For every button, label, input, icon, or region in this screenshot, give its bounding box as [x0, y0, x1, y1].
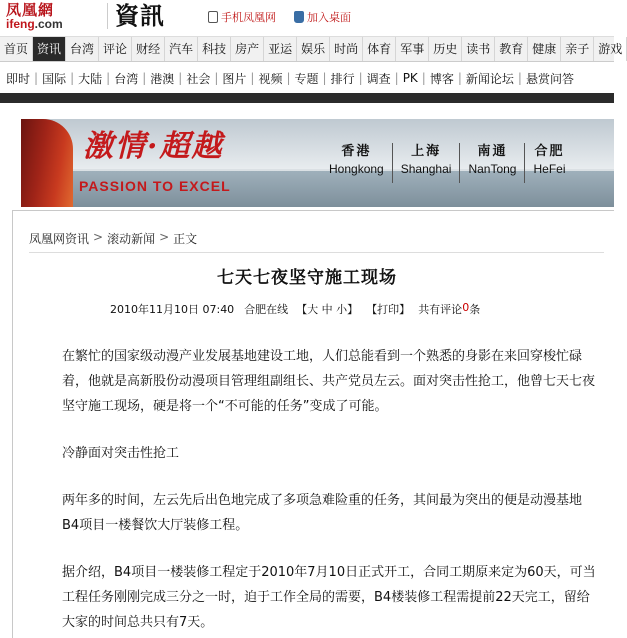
main-nav-item[interactable]: 历史 — [429, 37, 462, 61]
main-nav-item[interactable]: 房产 — [231, 37, 264, 61]
nav-divider-bar — [0, 93, 614, 103]
banner-slogan: 激情·超越 — [83, 129, 224, 164]
article-subheading: 冷静面对突击性抢工 — [62, 446, 180, 461]
sub-nav-separator: | — [286, 71, 291, 85]
main-nav-item[interactable]: 娱乐 — [297, 37, 330, 61]
ad-banner[interactable] — [21, 119, 614, 207]
sub-nav-separator: | — [106, 71, 111, 85]
sub-nav-item[interactable]: 排行 — [330, 71, 355, 86]
banner-boat-image — [21, 119, 73, 207]
sub-nav-item[interactable]: 大陆 — [78, 71, 103, 86]
breadcrumb-home-link[interactable]: 凤凰网资讯 — [29, 232, 90, 246]
article-paragraph: 在繁忙的国家级动漫产业发展基地建设工地，人们总能看到一个熟悉的身影在来回穿梭忙碌着，他就是高新股份动漫项目管理组副组长、共产党员左云。面对突击性抢工，他曾七天七夜坚守施工现场，硬是将一个“不可能的任务”变成了可能。 — [62, 349, 596, 414]
city-en: Shanghai — [400, 162, 452, 176]
sub-nav-item[interactable]: 调查 — [366, 71, 391, 86]
banner-city — [392, 143, 460, 183]
main-nav-item[interactable]: 读书 — [462, 37, 495, 61]
main-nav-item[interactable]: 亚运 — [264, 37, 297, 61]
logo-chinese: 凤凰網 — [6, 1, 55, 19]
article-paragraph: 据介绍，B4项目一楼装修工程定于2010年7月10日正式开工，合同工期原来定为60天，可当工程任务刚刚完成三分之一时，迫于工作全局的需要，B4楼装修工程需提前22天完工，留给大家的时间总共只有7天。 — [62, 565, 596, 630]
breadcrumb-rolling-news-link[interactable]: 滚动新闻 — [107, 232, 156, 246]
font-size-switcher[interactable]: 【大 中 小】 — [296, 303, 359, 316]
ifeng-logo[interactable] — [6, 2, 98, 32]
sub-nav-separator: | — [250, 71, 255, 85]
main-nav-item[interactable]: 体育 — [363, 37, 396, 61]
main-nav-item[interactable]: 时尚 — [330, 37, 363, 61]
sub-nav-separator: | — [214, 71, 219, 85]
city-en: NanTong — [468, 162, 517, 176]
logo-divider — [107, 3, 108, 29]
add-to-desktop-link[interactable] — [294, 9, 351, 25]
logo-brand: ifeng — [6, 17, 35, 31]
city-cn: 南通 — [477, 144, 508, 159]
mobile-site-link[interactable] — [208, 9, 276, 25]
sub-nav-item[interactable]: 台湾 — [114, 71, 139, 86]
sub-nav-separator: | — [457, 71, 462, 85]
main-nav — [0, 36, 623, 62]
sub-nav-separator: | — [517, 71, 522, 85]
logo-english — [6, 18, 98, 30]
main-nav-item[interactable]: 财经 — [132, 37, 165, 61]
main-nav-item[interactable]: 评论 — [99, 37, 132, 61]
article-title: 七天七夜坚守施工现场 — [217, 268, 397, 288]
sub-nav-separator: | — [421, 71, 426, 85]
article-body — [62, 344, 597, 635]
comments-count-link[interactable]: 0 — [462, 301, 470, 314]
sub-nav-separator: | — [394, 71, 399, 85]
sub-nav-separator: | — [358, 71, 363, 85]
sub-nav — [0, 67, 614, 89]
phone-icon — [208, 11, 218, 23]
sub-nav-item[interactable]: 专题 — [294, 71, 319, 86]
breadcrumb — [29, 230, 197, 247]
main-nav-item[interactable]: 科技 — [198, 37, 231, 61]
main-nav-item[interactable]: 教育 — [495, 37, 528, 61]
sub-nav-separator: | — [178, 71, 183, 85]
banner-city — [321, 143, 392, 183]
sub-nav-item[interactable]: 社会 — [186, 71, 211, 86]
main-nav-item[interactable]: 军事 — [396, 37, 429, 61]
main-nav-item[interactable]: 亲子 — [561, 37, 594, 61]
city-cn: 上海 — [411, 144, 442, 159]
article-source: 合肥在线 — [244, 303, 289, 316]
mobile-site-label: 手机凤凰网 — [221, 11, 276, 24]
city-cn: 合肥 — [534, 144, 565, 159]
breadcrumb-current: 正文 — [173, 232, 198, 246]
sub-nav-item[interactable]: 新闻论坛 — [465, 71, 514, 86]
banner-city — [459, 143, 524, 183]
sub-nav-item[interactable]: PK — [402, 71, 418, 85]
article-paragraph: 两年多的时间，左云先后出色地完成了多项急难险重的任务，其间最为突出的便是动漫基地B4项目一楼餐饮大厅装修工程。 — [62, 493, 583, 533]
banner-cities — [321, 143, 574, 183]
sub-nav-item[interactable]: 即时 — [6, 71, 31, 86]
comments-prefix: 共有评论 — [418, 303, 463, 316]
main-nav-item[interactable]: 首页 — [0, 37, 33, 61]
sub-nav-item[interactable]: 悬赏问答 — [525, 71, 574, 86]
bag-icon — [294, 11, 304, 23]
sub-nav-separator: | — [70, 71, 75, 85]
banner-slogan-en: PASSION TO EXCEL — [79, 178, 231, 194]
logo-domain: .com — [34, 17, 63, 31]
sub-nav-separator: | — [34, 71, 39, 85]
comments-suffix: 条 — [469, 303, 481, 316]
chevron-right-icon: > — [93, 230, 104, 244]
sub-nav-item[interactable]: 视频 — [258, 71, 283, 86]
add-to-desktop-label: 加入桌面 — [307, 11, 351, 24]
article-meta — [110, 301, 480, 317]
sub-nav-separator: | — [322, 71, 327, 85]
channel-title[interactable]: 資訊 — [115, 1, 165, 30]
main-nav-item[interactable]: 台湾 — [66, 37, 99, 61]
article-date: 2010年11月10日 07:40 — [110, 303, 235, 316]
print-button[interactable]: 【打印】 — [366, 303, 411, 316]
sub-nav-item[interactable]: 国际 — [42, 71, 67, 86]
city-cn: 香港 — [341, 144, 372, 159]
chevron-right-icon: > — [159, 230, 170, 244]
breadcrumb-divider — [29, 252, 604, 253]
sub-nav-item[interactable]: 港澳 — [150, 71, 175, 86]
site-header — [0, 0, 614, 34]
main-nav-item[interactable]: 资讯 — [33, 37, 66, 61]
sub-nav-item[interactable]: 博客 — [429, 71, 454, 86]
sub-nav-item[interactable]: 图片 — [222, 71, 247, 86]
city-en: Hongkong — [329, 162, 384, 176]
banner-city — [524, 143, 573, 183]
main-nav-item[interactable]: 汽车 — [165, 37, 198, 61]
main-nav-item[interactable]: 游戏 — [594, 37, 627, 61]
main-nav-item[interactable]: 健康 — [528, 37, 561, 61]
sub-nav-separator: | — [142, 71, 147, 85]
city-en: HeFei — [533, 162, 566, 176]
